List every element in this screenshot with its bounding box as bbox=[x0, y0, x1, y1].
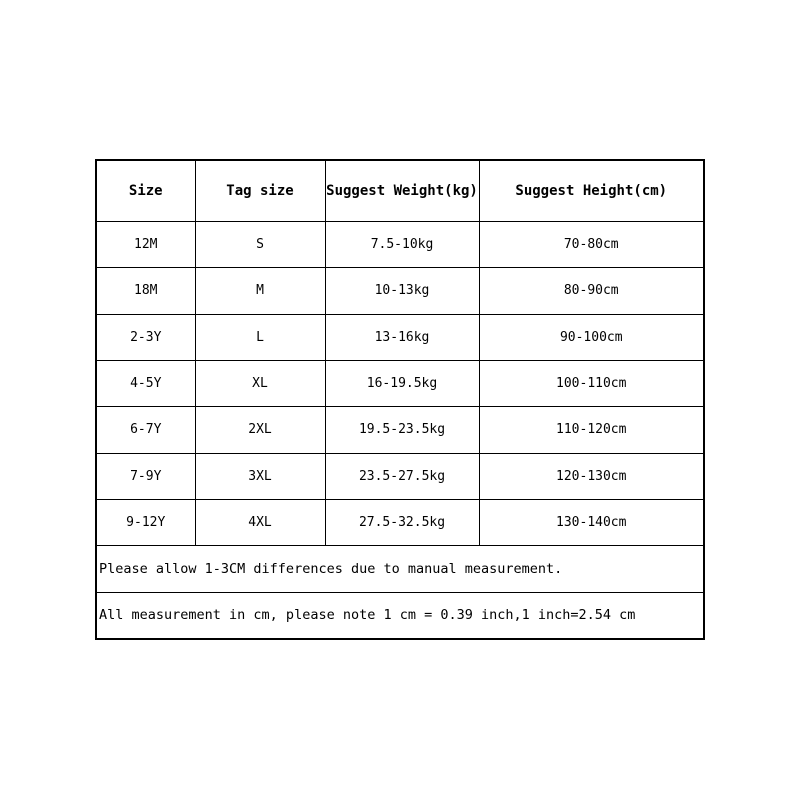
cell-size: 6-7Y bbox=[96, 407, 195, 453]
table-row bbox=[96, 453, 704, 499]
cell-weight: 27.5-32.5kg bbox=[325, 499, 479, 545]
cell-weight: 23.5-27.5kg bbox=[325, 453, 479, 499]
cell-size: 12M bbox=[96, 222, 195, 268]
cell-size: 7-9Y bbox=[96, 453, 195, 499]
cell-weight: 16-19.5kg bbox=[325, 360, 479, 406]
note-measurement-difference: Please allow 1-3CM differences due to manual measurement. bbox=[96, 546, 704, 592]
table-row bbox=[96, 360, 704, 406]
cell-tag-size: 2XL bbox=[195, 407, 325, 453]
note-row bbox=[96, 546, 704, 592]
cell-tag-size: XL bbox=[195, 360, 325, 406]
cell-tag-size: 4XL bbox=[195, 499, 325, 545]
cell-height: 130-140cm bbox=[479, 499, 704, 545]
cell-size: 9-12Y bbox=[96, 499, 195, 545]
cell-size: 4-5Y bbox=[96, 360, 195, 406]
note-row bbox=[96, 592, 704, 639]
cell-height: 100-110cm bbox=[479, 360, 704, 406]
table-row bbox=[96, 407, 704, 453]
header-suggest-weight: Suggest Weight(kg) bbox=[325, 160, 479, 222]
header-row bbox=[96, 160, 704, 222]
table-row bbox=[96, 222, 704, 268]
cell-weight: 19.5-23.5kg bbox=[325, 407, 479, 453]
cell-weight: 10-13kg bbox=[325, 268, 479, 314]
table-row bbox=[96, 499, 704, 545]
cell-height: 70-80cm bbox=[479, 222, 704, 268]
table-row bbox=[96, 268, 704, 314]
header-tag-size: Tag size bbox=[195, 160, 325, 222]
header-suggest-height: Suggest Height(cm) bbox=[479, 160, 704, 222]
note-unit-conversion: All measurement in cm, please note 1 cm = 0.39 inch,1 inch=2.54 cm bbox=[96, 592, 704, 639]
size-chart-table bbox=[95, 159, 705, 640]
cell-weight: 13-16kg bbox=[325, 314, 479, 360]
cell-size: 2-3Y bbox=[96, 314, 195, 360]
header-size: Size bbox=[96, 160, 195, 222]
cell-height: 80-90cm bbox=[479, 268, 704, 314]
table-row bbox=[96, 314, 704, 360]
cell-height: 110-120cm bbox=[479, 407, 704, 453]
cell-tag-size: M bbox=[195, 268, 325, 314]
cell-size: 18M bbox=[96, 268, 195, 314]
cell-tag-size: 3XL bbox=[195, 453, 325, 499]
cell-weight: 7.5-10kg bbox=[325, 222, 479, 268]
cell-tag-size: L bbox=[195, 314, 325, 360]
cell-tag-size: S bbox=[195, 222, 325, 268]
cell-height: 120-130cm bbox=[479, 453, 704, 499]
cell-height: 90-100cm bbox=[479, 314, 704, 360]
